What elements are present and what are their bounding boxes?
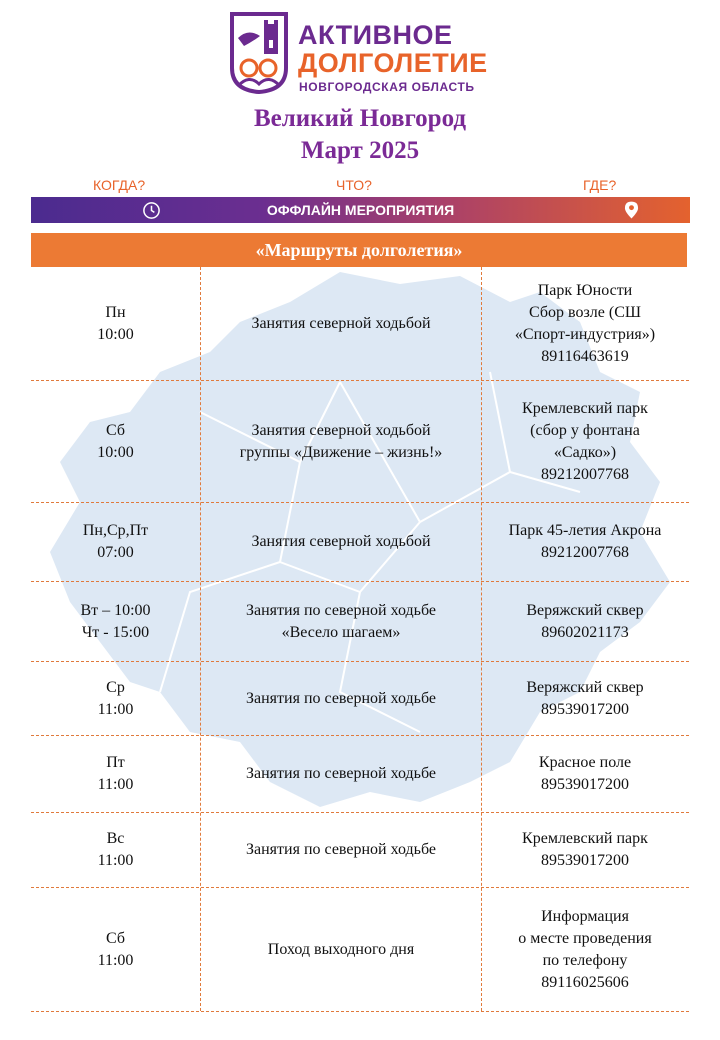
cell-where: Парк 45-летия Акрона 89212007768 bbox=[508, 522, 662, 561]
cell-what: Занятия северной ходьбой bbox=[251, 533, 431, 550]
cell-when: Пт 11:00 bbox=[97, 754, 134, 793]
cell-what: Занятия по северной ходьбе bbox=[246, 765, 436, 782]
cell-where: Красное поле 89539017200 bbox=[538, 754, 632, 793]
cell-where: Кремлевский парк 89539017200 bbox=[522, 830, 648, 869]
section-title: «Маршруты долголетия» bbox=[255, 240, 463, 260]
cell-what: Занятия северной ходьбой группы «Движение – жизнь!» bbox=[239, 421, 443, 461]
cell-when: Вс 11:00 bbox=[97, 830, 134, 869]
city-title: Великий Новгород bbox=[253, 105, 467, 132]
logo-region: НОВГОРОДСКАЯ ОБЛАСТЬ bbox=[299, 80, 475, 94]
cell-where: Парк Юности Сбор возле (СШ «Спорт-индустрия») 89116463619 bbox=[514, 281, 656, 365]
cell-what: Поход выходного дня bbox=[267, 940, 415, 958]
cell-what: Занятия северной ходьбой bbox=[251, 314, 431, 332]
offline-events-title: ОФФЛАЙН МЕРОПРИЯТИЯ bbox=[266, 202, 455, 218]
cell-when: Вт – 10:00 Чт - 15:00 bbox=[80, 601, 151, 641]
cell-where: Кремлевский парк (сбор у фонтана «Садко») 89212007768 bbox=[522, 399, 648, 483]
cell-what: Занятия по северной ходьбе bbox=[246, 689, 436, 707]
label-what: ЧТО? bbox=[336, 177, 372, 193]
cell-where: Веряжский сквер 89539017200 bbox=[526, 678, 644, 718]
month-title: Март 2025 bbox=[300, 137, 420, 164]
cell-what: Занятия по северной ходьбе «Весело шагаем» bbox=[246, 601, 436, 641]
cell-when: Сб 10:00 bbox=[97, 421, 134, 461]
cell-where: Веряжский сквер 89602021173 bbox=[526, 601, 644, 641]
logo-title-line1: АКТИВНОЕ bbox=[298, 20, 453, 50]
logo-title-line2: ДОЛГОЛЕТИЕ bbox=[298, 48, 488, 78]
cell-where: Информация о месте проведения по телефону 89116025606 bbox=[518, 907, 652, 991]
cell-when: Ср 11:00 bbox=[97, 678, 134, 718]
row-divider bbox=[31, 1011, 689, 1012]
cell-when: Пн,Ср,Пт 07:00 bbox=[82, 522, 149, 561]
cell-what: Занятия по северной ходьбе bbox=[246, 841, 436, 858]
label-where: ГДЕ? bbox=[583, 177, 617, 193]
cell-when: Сб 11:00 bbox=[97, 929, 134, 969]
label-when: КОГДА? bbox=[93, 177, 146, 193]
cell-when: Пн 10:00 bbox=[97, 303, 134, 343]
